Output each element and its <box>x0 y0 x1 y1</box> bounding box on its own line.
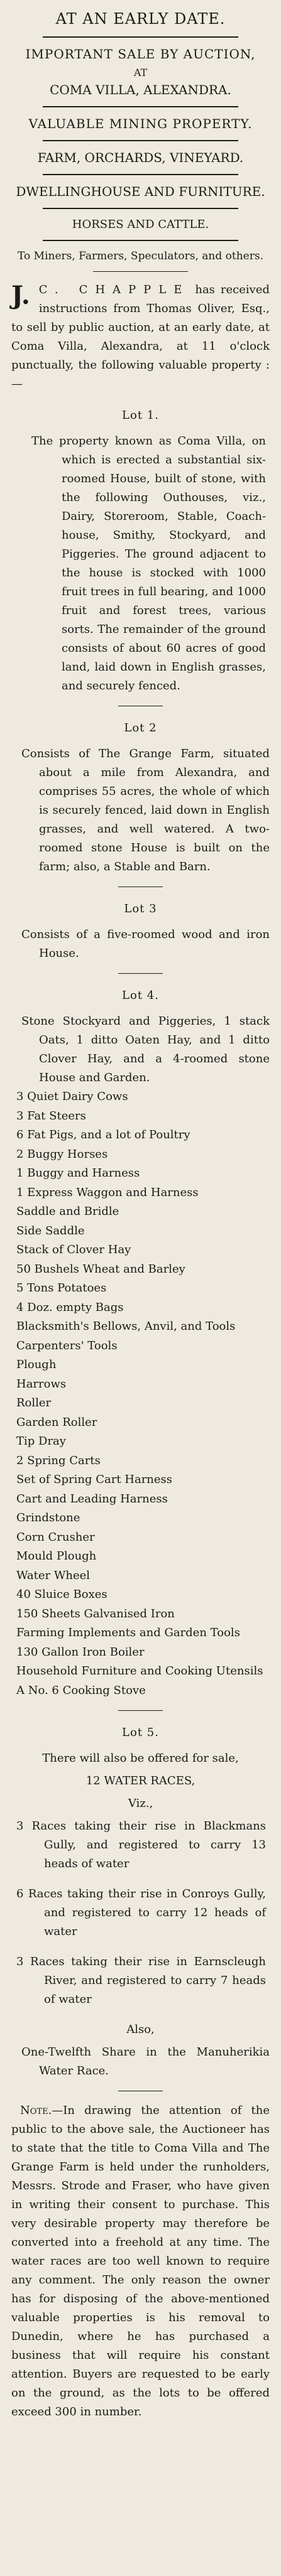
water-race-list <box>11 1817 270 2009</box>
list-item: Grindstone <box>16 1511 80 1524</box>
divider <box>43 208 238 209</box>
list-item: Set of Spring Cart Harness <box>16 1473 173 1486</box>
divider <box>43 174 238 175</box>
lot-1-text: The property known as Coma Villa, on which is erected a substantial six-roomed House, built of stone, with the following Outhouses, viz., Dairy, Storeroom, Stable, Coach-house, Smithy, Stockyard, and Piggeries. The ground adjacent to the house is stocked with 1000 fruit trees in full bearing, and 1000 fruit and forest trees, various sorts. The remainder of the ground consists of about 60 acres of good land, laid down in English grasses, and securely fenced. <box>31 434 266 693</box>
lot-5-line3: Viz., <box>128 1797 153 1810</box>
list-item: Cart and Leading Harness <box>16 1492 168 1506</box>
at-line: AT <box>133 67 148 78</box>
list-item: Harrows <box>16 1377 67 1391</box>
lot-2-label: Lot 2 <box>124 721 157 735</box>
headline-horses: HORSES AND CATTLE. <box>72 218 209 231</box>
list-item: 6 Fat Pigs, and a lot of Poultry <box>16 1128 190 1141</box>
list-item: Corn Crusher <box>16 1530 95 1544</box>
lot-5-line2: 12 WATER RACES, <box>85 1774 196 1787</box>
list-item: Water Wheel <box>16 1568 91 1582</box>
list-item: 50 Bushels Wheat and Barley <box>16 1262 185 1276</box>
list-item: 4 Doz. empty Bags <box>16 1300 124 1314</box>
list-item: 130 Gallon Iron Boiler <box>16 1645 145 1659</box>
list-item: Plough <box>16 1358 57 1371</box>
audience-line: To Miners, Farmers, Speculators, and others. <box>18 250 263 262</box>
place-line: COMA VILLA, ALEXANDRA. <box>50 82 231 97</box>
divider <box>43 140 238 141</box>
list-item: 40 Sluice Boxes <box>16 1588 107 1601</box>
intro-text: has received instructions from Thomas Oliver, Esq., to sell by public auction, at an early date, at Coma Villa, Alexandra, at 11 o'clock punctually, the following valuable property :— <box>11 283 270 391</box>
list-item: Saddle and Bridle <box>16 1205 119 1218</box>
divider <box>118 1710 163 1711</box>
note-text: —In drawing the attention of the public to the above sale, the Auctioneer has to state that the title to Coma Villa and The Grange Farm is held under the runholders, Messrs. Strode and Fraser, who have given in writing their consent to purchase. This very desirable property may therefore be converted into a freehold at any time. The water races are too well known to require any comment. The only reason the owner has for disposing of the above-mentioned valuable properties is his removal to Dunedin, where he has purchased a business that will require his constant attention. Buyers are requested to be early on the ground, as the lots to be offered exceed 300 in number. <box>11 2104 270 2418</box>
auctioneer-name: C. CHAPPLE <box>38 283 190 296</box>
list-item: Mould Plough <box>16 1549 97 1563</box>
headline-farm: FARM, ORCHARDS, VINEYARD. <box>37 150 244 165</box>
note-lead: Note. <box>20 2104 52 2117</box>
list-item: 1 Buggy and Harness <box>16 1167 140 1180</box>
lot-4-text: Stone Stockyard and Piggeries, 1 stack Oats, 1 ditto Oaten Hay, and 1 ditto Clover Hay, and a 4-roomed stone House and Garden. <box>21 1015 270 1084</box>
lot-4-label: Lot 4. <box>122 989 159 1002</box>
drop-cap: J. <box>11 281 30 310</box>
lot-5-line1: There will also be offered for sale, <box>42 1752 239 1765</box>
list-item: Stack of Clover Hay <box>16 1243 131 1256</box>
headline-mining: VALUABLE MINING PROPERTY. <box>28 116 253 131</box>
list-item: 2 Buggy Horses <box>16 1147 108 1161</box>
lot-5-label: Lot 5. <box>122 1726 159 1739</box>
list-item: 5 Tons Potatoes <box>16 1281 107 1295</box>
lot-2-text: Consists of The Grange Farm, situated about a mile from Alexandra, and comprises 55 acres, the whole of which is securely fenced, laid down in English grasses, and well watered. A two-roomed stone House is built on the farm; also, a Stable and Barn. <box>21 747 270 873</box>
list-item: 150 Sheets Galvanised Iron <box>16 1607 175 1620</box>
divider <box>43 240 238 241</box>
list-item: Side Saddle <box>16 1224 85 1237</box>
lot-3-text: Consists of a five-roomed wood and iron House. <box>21 928 270 960</box>
list-item: Blacksmith's Bellows, Anvil, and Tools <box>16 1320 236 1333</box>
ad-title: AT AN EARLY DATE. <box>55 10 226 28</box>
list-item: 2 Spring Carts <box>16 1453 101 1467</box>
divider <box>118 973 163 974</box>
list-item: Roller <box>16 1396 52 1409</box>
divider <box>93 271 188 272</box>
share-line: One-Twelfth Share in the Manuherikia Water Race. <box>21 2045 270 2078</box>
water-race-item: 3 Races taking their rise in Earnscleugh River, and registered to carry 7 heads of water <box>16 1955 266 2006</box>
list-item: 3 Fat Steers <box>16 1109 86 1123</box>
list-item: Tip Dray <box>16 1435 66 1448</box>
divider <box>43 36 238 38</box>
lot-3-label: Lot 3 <box>124 902 157 915</box>
list-item: Farming Implements and Garden Tools <box>16 1626 240 1639</box>
lot-4-item-list <box>16 1087 270 1700</box>
ad-subtitle: IMPORTANT SALE BY AUCTION, <box>25 46 256 62</box>
list-item: 3 Quiet Dairy Cows <box>16 1090 128 1103</box>
list-item: A No. 6 Cooking Stove <box>16 1683 146 1697</box>
list-item: Garden Roller <box>16 1415 97 1429</box>
list-item: Household Furniture and Cooking Utensils <box>16 1664 263 1678</box>
note-paragraph <box>11 2101 270 2422</box>
list-item: 1 Express Waggon and Harness <box>16 1185 199 1199</box>
divider <box>43 106 238 107</box>
list-item: Carpenters' Tools <box>16 1339 118 1352</box>
water-race-item: 6 Races taking their rise in Conroys Gully, and registered to carry 12 heads of water <box>16 1887 266 1938</box>
intro-paragraph <box>11 281 270 394</box>
lot-1-label: Lot 1. <box>122 409 159 422</box>
water-race-item: 3 Races taking their rise in Blackmans Gully, and registered to carry 13 heads of water <box>16 1819 266 1870</box>
headline-dwelling: DWELLINGHOUSE AND FURNITURE. <box>16 184 265 199</box>
also-line: Also, <box>126 2023 155 2036</box>
